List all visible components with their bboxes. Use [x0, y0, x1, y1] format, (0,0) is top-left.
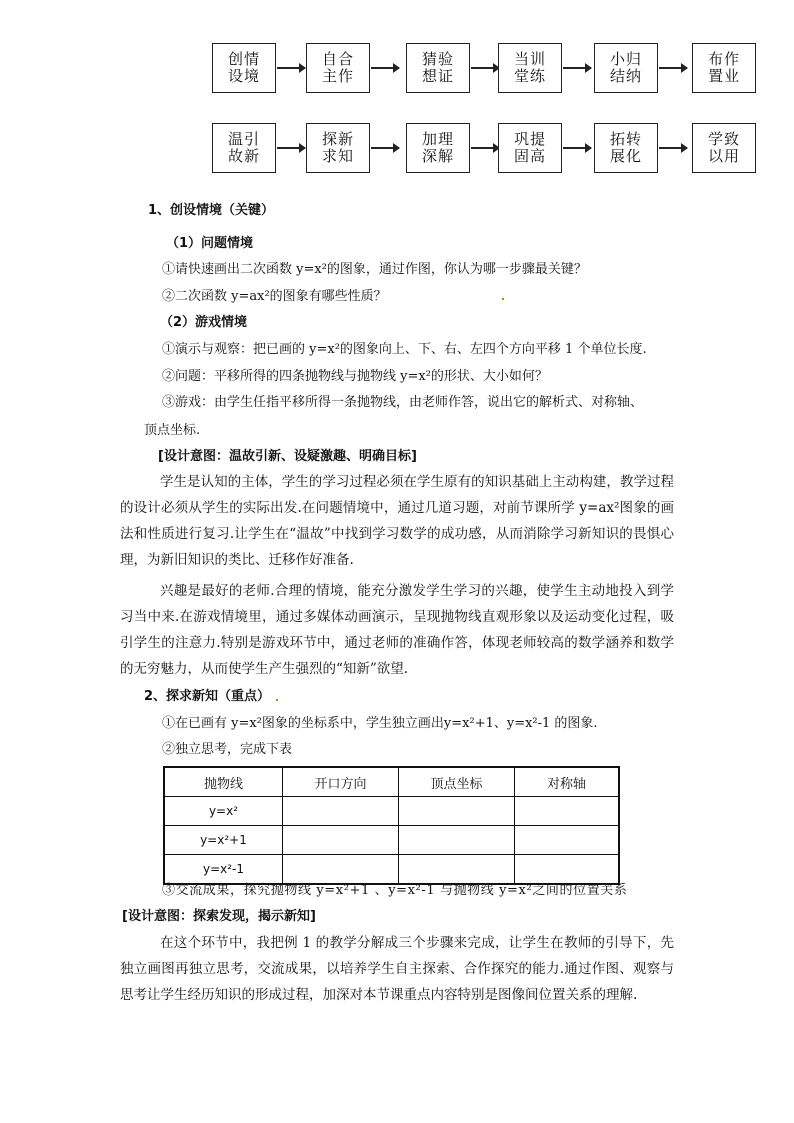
arrow-right-icon: [277, 147, 305, 149]
flow-box-label: 创情设境: [227, 50, 260, 85]
arrow-right-icon: [471, 147, 499, 149]
arrow-right-icon: [659, 147, 687, 149]
table-cell: y=x²+1: [164, 826, 283, 855]
inquiry-step-3: ③交流成果，探究抛物线 y=x²+1 、y=x²-1 与抛物线 y=x²之间的位置关系: [162, 883, 628, 898]
table-cell: y=x²: [164, 797, 283, 826]
paragraph-1: 学生是认知的主体，学生的学习过程必须在学生原有的知识基础上主动构建，教学过程的设计必须从学生的实际出发.在问题情境中，通过几道习题，对前节课所学 y=ax²图象的画法和性质进行复习.让学生在“温故”中找到学习数学的成功感，从而消除学习新知识的畏惧心理，为新旧知识的类比、迁移作好准备.: [120, 474, 674, 568]
table-header-cell: 抛物线: [164, 767, 283, 797]
table-cell: y=x²-1: [164, 855, 283, 885]
flow-box-1-1: [212, 43, 276, 93]
flow-box-label: 猜验想证: [421, 50, 454, 85]
paragraph-3: 在这个环节中，我把例 1 的教学分解成三个步骤来完成，让学生在教师的引导下，先独立画图再独立思考，交流成果，以培养学生自主探索、合作探究的能力.通过作图、观察与思考让学生经历知识的形成过程，加深对本节课重点内容特别是图像间位置关系的理解.: [120, 935, 674, 1003]
flow-box-1-3: [406, 43, 470, 93]
arrow-right-icon: [659, 67, 687, 69]
stray-mark: [276, 699, 278, 701]
table-cell: [283, 855, 399, 885]
inquiry-step-2: ②独立思考，完成下表: [162, 742, 293, 757]
question-1: ①请快速画出二次函数 y=x²的图象，通过作图，你认为哪一步骤最关键？: [162, 262, 587, 277]
flow-box-label: 加理深解: [421, 130, 454, 165]
flow-box-label: 小归结纳: [609, 50, 642, 85]
flow-box-label: 温引故新: [227, 130, 260, 165]
stray-mark: [502, 298, 504, 300]
arrow-right-icon: [277, 67, 305, 69]
flow-box-label: 当训堂练: [513, 50, 546, 85]
table-header-cell: 对称轴: [515, 767, 620, 797]
table-cell: [515, 855, 620, 885]
arrow-right-icon: [371, 147, 399, 149]
table-row: [164, 826, 619, 855]
game-step-1: ①演示与观察：把已画的 y=x²的图象向上、下、右、左四个方向平移 1 个单位长度.: [162, 342, 647, 357]
flow-box-2-4: [498, 123, 562, 173]
flow-box-label: 自合主作: [321, 50, 354, 85]
subheading-problem: （1）问题情境: [166, 236, 254, 251]
table-row: [164, 855, 619, 885]
section-2-heading: 2、探求新知（重点）: [144, 689, 271, 704]
flow-box-label: 布作置业: [707, 50, 740, 85]
table-cell: [515, 826, 620, 855]
flow-box-2-6: [692, 123, 756, 173]
table-cell: [399, 826, 515, 855]
flow-box-2-1: [212, 123, 276, 173]
game-step-3-cont: 顶点坐标.: [144, 423, 201, 438]
parabola-table: [163, 766, 620, 885]
flow-box-label: 学致以用: [707, 130, 740, 165]
arrow-right-icon: [563, 67, 591, 69]
table-cell: [399, 797, 515, 826]
arrow-right-icon: [371, 67, 399, 69]
design-intent-2: [设计意图：探索发现，揭示新知]: [122, 909, 316, 924]
table-cell: [283, 826, 399, 855]
flow-box-label: 拓转展化: [609, 130, 642, 165]
flow-box-1-5: [594, 43, 658, 93]
game-step-2: ②问题：平移所得的四条抛物线与抛物线 y=x²的形状、大小如何？: [162, 369, 548, 384]
table-cell: [399, 855, 515, 885]
inquiry-step-1: ①在已画有 y=x²图象的坐标系中，学生独立画出y=x²+1、y=x²-1 的图象.: [162, 716, 598, 731]
table-header-row: [164, 767, 619, 797]
flow-box-2-2: [306, 123, 370, 173]
table-cell: [283, 797, 399, 826]
table-header-cell: 开口方向: [283, 767, 399, 797]
flow-box-label: 巩提固高: [513, 130, 546, 165]
section-1-heading: 1、创设情境（关键）: [148, 203, 275, 218]
arrow-right-icon: [471, 67, 499, 69]
arrow-right-icon: [563, 147, 591, 149]
flow-box-2-5: [594, 123, 658, 173]
flow-box-1-4: [498, 43, 562, 93]
question-2: ②二次函数 y=ax²的图象有哪些性质？: [162, 289, 387, 304]
flow-box-label: 探新求知: [321, 130, 354, 165]
table-row: [164, 797, 619, 826]
flow-box-1-6: [692, 43, 756, 93]
table-header-cell: 顶点坐标: [399, 767, 515, 797]
design-intent-1: [设计意图：温故引新、设疑激趣、明确目标]: [158, 449, 417, 464]
flow-box-2-3: [406, 123, 470, 173]
paragraph-2: 兴趣是最好的老师.合理的情境，能充分激发学生学习的兴趣，使学生主动地投入到学习当中来.在游戏情境里，通过多媒体动画演示，呈现抛物线直观形象以及运动变化过程，吸引学生的注意力.特别是游戏环节中，通过老师的准确作答，体现老师较高的数学涵养和数学的无穷魅力，从而使学生产生强烈的“知新”欲望.: [120, 583, 674, 677]
game-step-3: ③游戏：由学生任指平移所得一条抛物线，由老师作答，说出它的解析式、对称轴、: [162, 395, 644, 410]
flow-box-1-2: [306, 43, 370, 93]
table-cell: [515, 797, 620, 826]
subheading-game: （2）游戏情境: [160, 315, 248, 330]
